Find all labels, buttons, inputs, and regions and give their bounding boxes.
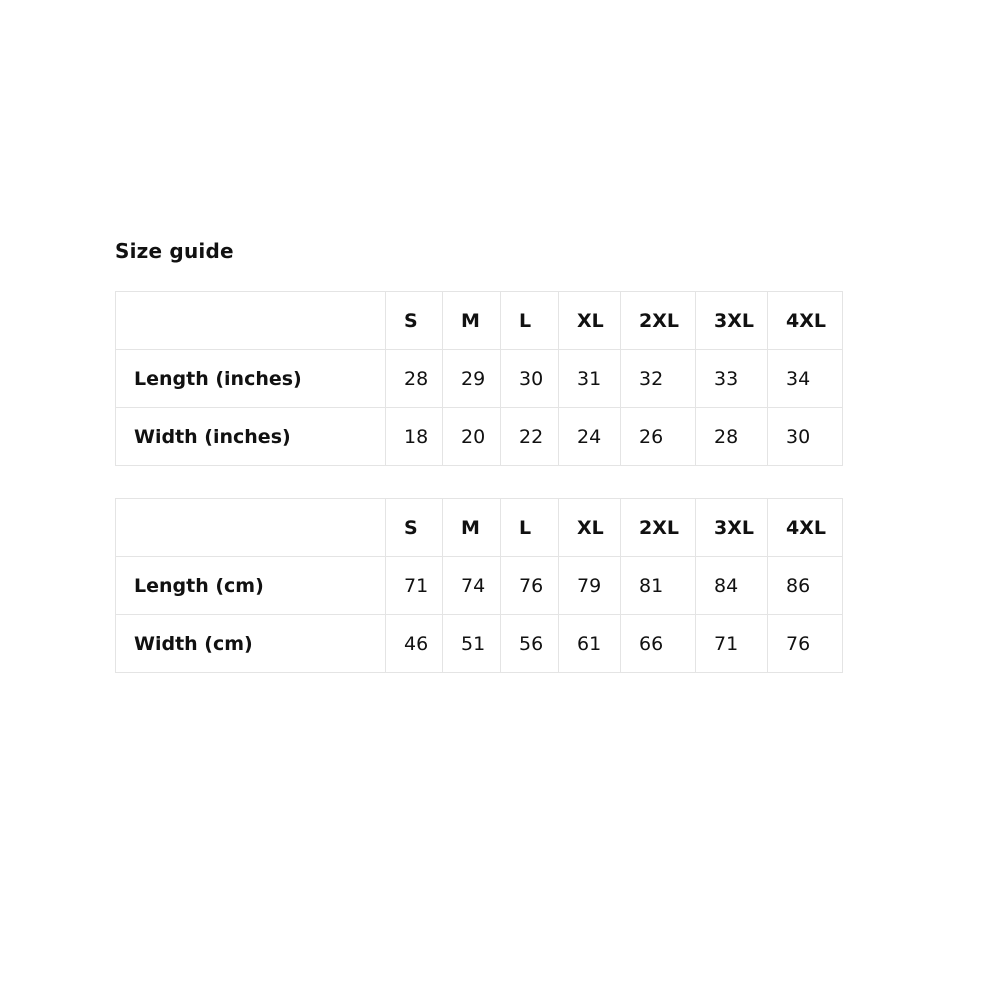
row-label-width-inches: Width (inches)	[116, 408, 386, 466]
column-header-2xl: 2XL	[621, 499, 696, 557]
cell-width-cm-2xl: 66	[621, 615, 696, 673]
cell-width-inches-4xl: 30	[768, 408, 843, 466]
table-header-row	[116, 292, 843, 350]
row-label-length-inches: Length (inches)	[116, 350, 386, 408]
column-header-blank	[116, 499, 386, 557]
cell-width-inches-2xl: 26	[621, 408, 696, 466]
column-header-l: L	[501, 499, 559, 557]
cell-length-inches-3xl: 33	[696, 350, 768, 408]
cell-width-cm-m: 51	[443, 615, 501, 673]
cell-length-cm-3xl: 84	[696, 557, 768, 615]
column-header-l: L	[501, 292, 559, 350]
row-label-width-cm: Width (cm)	[116, 615, 386, 673]
size-table-cm	[115, 498, 843, 673]
column-header-xl: XL	[559, 499, 621, 557]
cell-length-inches-xl: 31	[559, 350, 621, 408]
cell-length-inches-4xl: 34	[768, 350, 843, 408]
column-header-s: S	[386, 499, 443, 557]
column-header-4xl: 4XL	[768, 292, 843, 350]
cell-width-inches-s: 18	[386, 408, 443, 466]
size-guide-title: Size guide	[115, 239, 234, 263]
cell-length-cm-m: 74	[443, 557, 501, 615]
cell-length-inches-m: 29	[443, 350, 501, 408]
cell-width-inches-3xl: 28	[696, 408, 768, 466]
column-header-m: M	[443, 292, 501, 350]
column-header-s: S	[386, 292, 443, 350]
column-header-m: M	[443, 499, 501, 557]
cell-width-cm-4xl: 76	[768, 615, 843, 673]
cell-width-inches-l: 22	[501, 408, 559, 466]
row-label-length-cm: Length (cm)	[116, 557, 386, 615]
cell-width-cm-xl: 61	[559, 615, 621, 673]
column-header-4xl: 4XL	[768, 499, 843, 557]
cell-width-cm-l: 56	[501, 615, 559, 673]
table-row-length-inches	[116, 350, 843, 408]
column-header-3xl: 3XL	[696, 292, 768, 350]
column-header-blank	[116, 292, 386, 350]
table-row-width-cm	[116, 615, 843, 673]
cell-length-cm-2xl: 81	[621, 557, 696, 615]
column-header-3xl: 3XL	[696, 499, 768, 557]
cell-length-inches-2xl: 32	[621, 350, 696, 408]
cell-width-inches-m: 20	[443, 408, 501, 466]
cell-length-cm-xl: 79	[559, 557, 621, 615]
cell-width-cm-s: 46	[386, 615, 443, 673]
cell-length-inches-l: 30	[501, 350, 559, 408]
column-header-2xl: 2XL	[621, 292, 696, 350]
cell-width-inches-xl: 24	[559, 408, 621, 466]
cell-length-inches-s: 28	[386, 350, 443, 408]
column-header-xl: XL	[559, 292, 621, 350]
cell-length-cm-4xl: 86	[768, 557, 843, 615]
cell-width-cm-3xl: 71	[696, 615, 768, 673]
table-row-length-cm	[116, 557, 843, 615]
cell-length-cm-s: 71	[386, 557, 443, 615]
cell-length-cm-l: 76	[501, 557, 559, 615]
size-table-inches	[115, 291, 843, 466]
table-header-row	[116, 499, 843, 557]
table-row-width-inches	[116, 408, 843, 466]
